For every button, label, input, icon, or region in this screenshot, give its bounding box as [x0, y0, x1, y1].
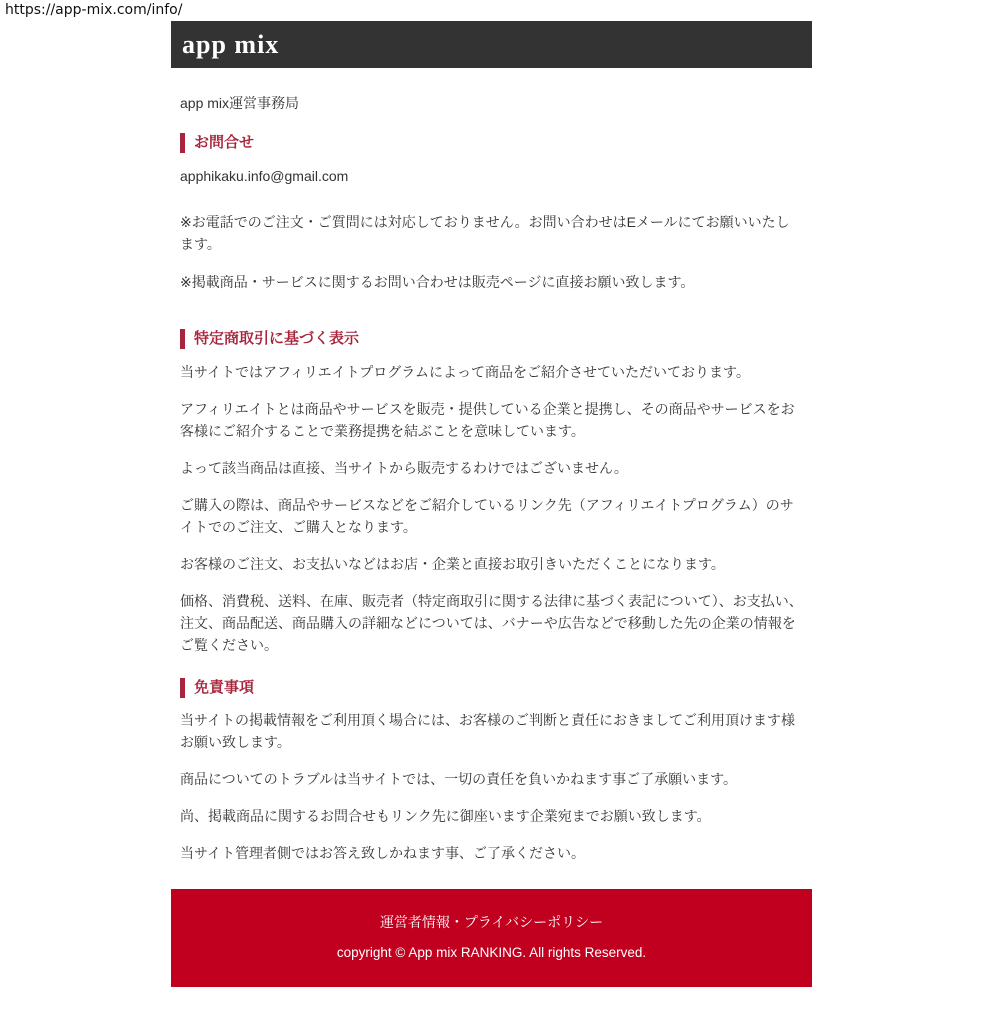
commerce-paragraph: 当サイトではアフィリエイトプログラムによって商品をご紹介させていただいております。 [180, 364, 750, 380]
commerce-paragraph: お客様のご注文、お支払いなどはお店・企業と直接お取引きいただくことになります。 [180, 556, 725, 572]
contact-section-title: お問合せ [180, 133, 803, 153]
contact-email-text: apphikaku.info@gmail.com [180, 168, 349, 184]
disclaimer-paragraph: 当サイトの掲載情報をご利用頂く場合には、お客様のご判断と責任におきましてご利用頂けます様お願い致します。 [180, 712, 796, 750]
page-url-caption: https://app-mix.com/info/ [5, 2, 183, 18]
commerce-section-title: 特定商取引に基づく表示 [180, 329, 803, 349]
footer-copyright-text: copyright © App mix RANKING. All rights Reserved. [336, 945, 647, 960]
site-logo[interactable]: app mix [182, 29, 280, 59]
site-footer [171, 889, 812, 987]
commerce-paragraph: ご購入の際は、商品やサービスなどをご紹介しているリンク先（アフィリエイトプログラム）のサイトでのご注文、ご購入となります。 [180, 497, 794, 535]
contact-note: ※掲載商品・サービスに関するお問い合わせは販売ページに直接お願い致します。 [180, 274, 695, 290]
footer-privacy-policy-link[interactable]: 運営者情報・プライバシーポリシー [379, 914, 604, 930]
site-header [171, 21, 812, 68]
commerce-paragraph: よって該当商品は直接、当サイトから販売するわけではございません。 [180, 460, 628, 476]
disclaimer-section-title: 免責事項 [180, 678, 803, 698]
disclaimer-paragraph: 尚、掲載商品に関するお問合せもリンク先に御座います企業宛までお願い致します。 [180, 808, 711, 824]
article-body [171, 92, 812, 864]
content-column [171, 21, 812, 987]
operator-name-text: app mix運営事務局 [180, 95, 300, 111]
disclaimer-paragraph: 当サイト管理者側ではお答え致しかねます事、ご了承ください。 [180, 845, 586, 861]
commerce-paragraph: 価格、消費税、送料、在庫、販売者（特定商取引に関する法律に基づく表記について）、お支払い、注文、商品配送、商品購入の詳細などについては、バナーや広告などで移動した先の企業の情報をご覧ください。 [180, 593, 803, 653]
section-disclaimer [180, 678, 803, 864]
commerce-paragraph: アフィリエイトとは商品やサービスを販売・提供している企業と提携し、その商品やサービスをお客様にご紹介することで業務提携を結ぶことを意味しています。 [180, 401, 795, 439]
section-contact [180, 133, 803, 293]
section-commerce-disclosure [180, 329, 803, 656]
contact-note: ※お電話でのご注文・ご質問には対応しておりません。お問い合わせはEメールにてお願いいたします。 [180, 214, 790, 252]
disclaimer-paragraph: 商品についてのトラブルは当サイトでは、一切の責任を負いかねます事ご了承願います。 [180, 771, 738, 787]
